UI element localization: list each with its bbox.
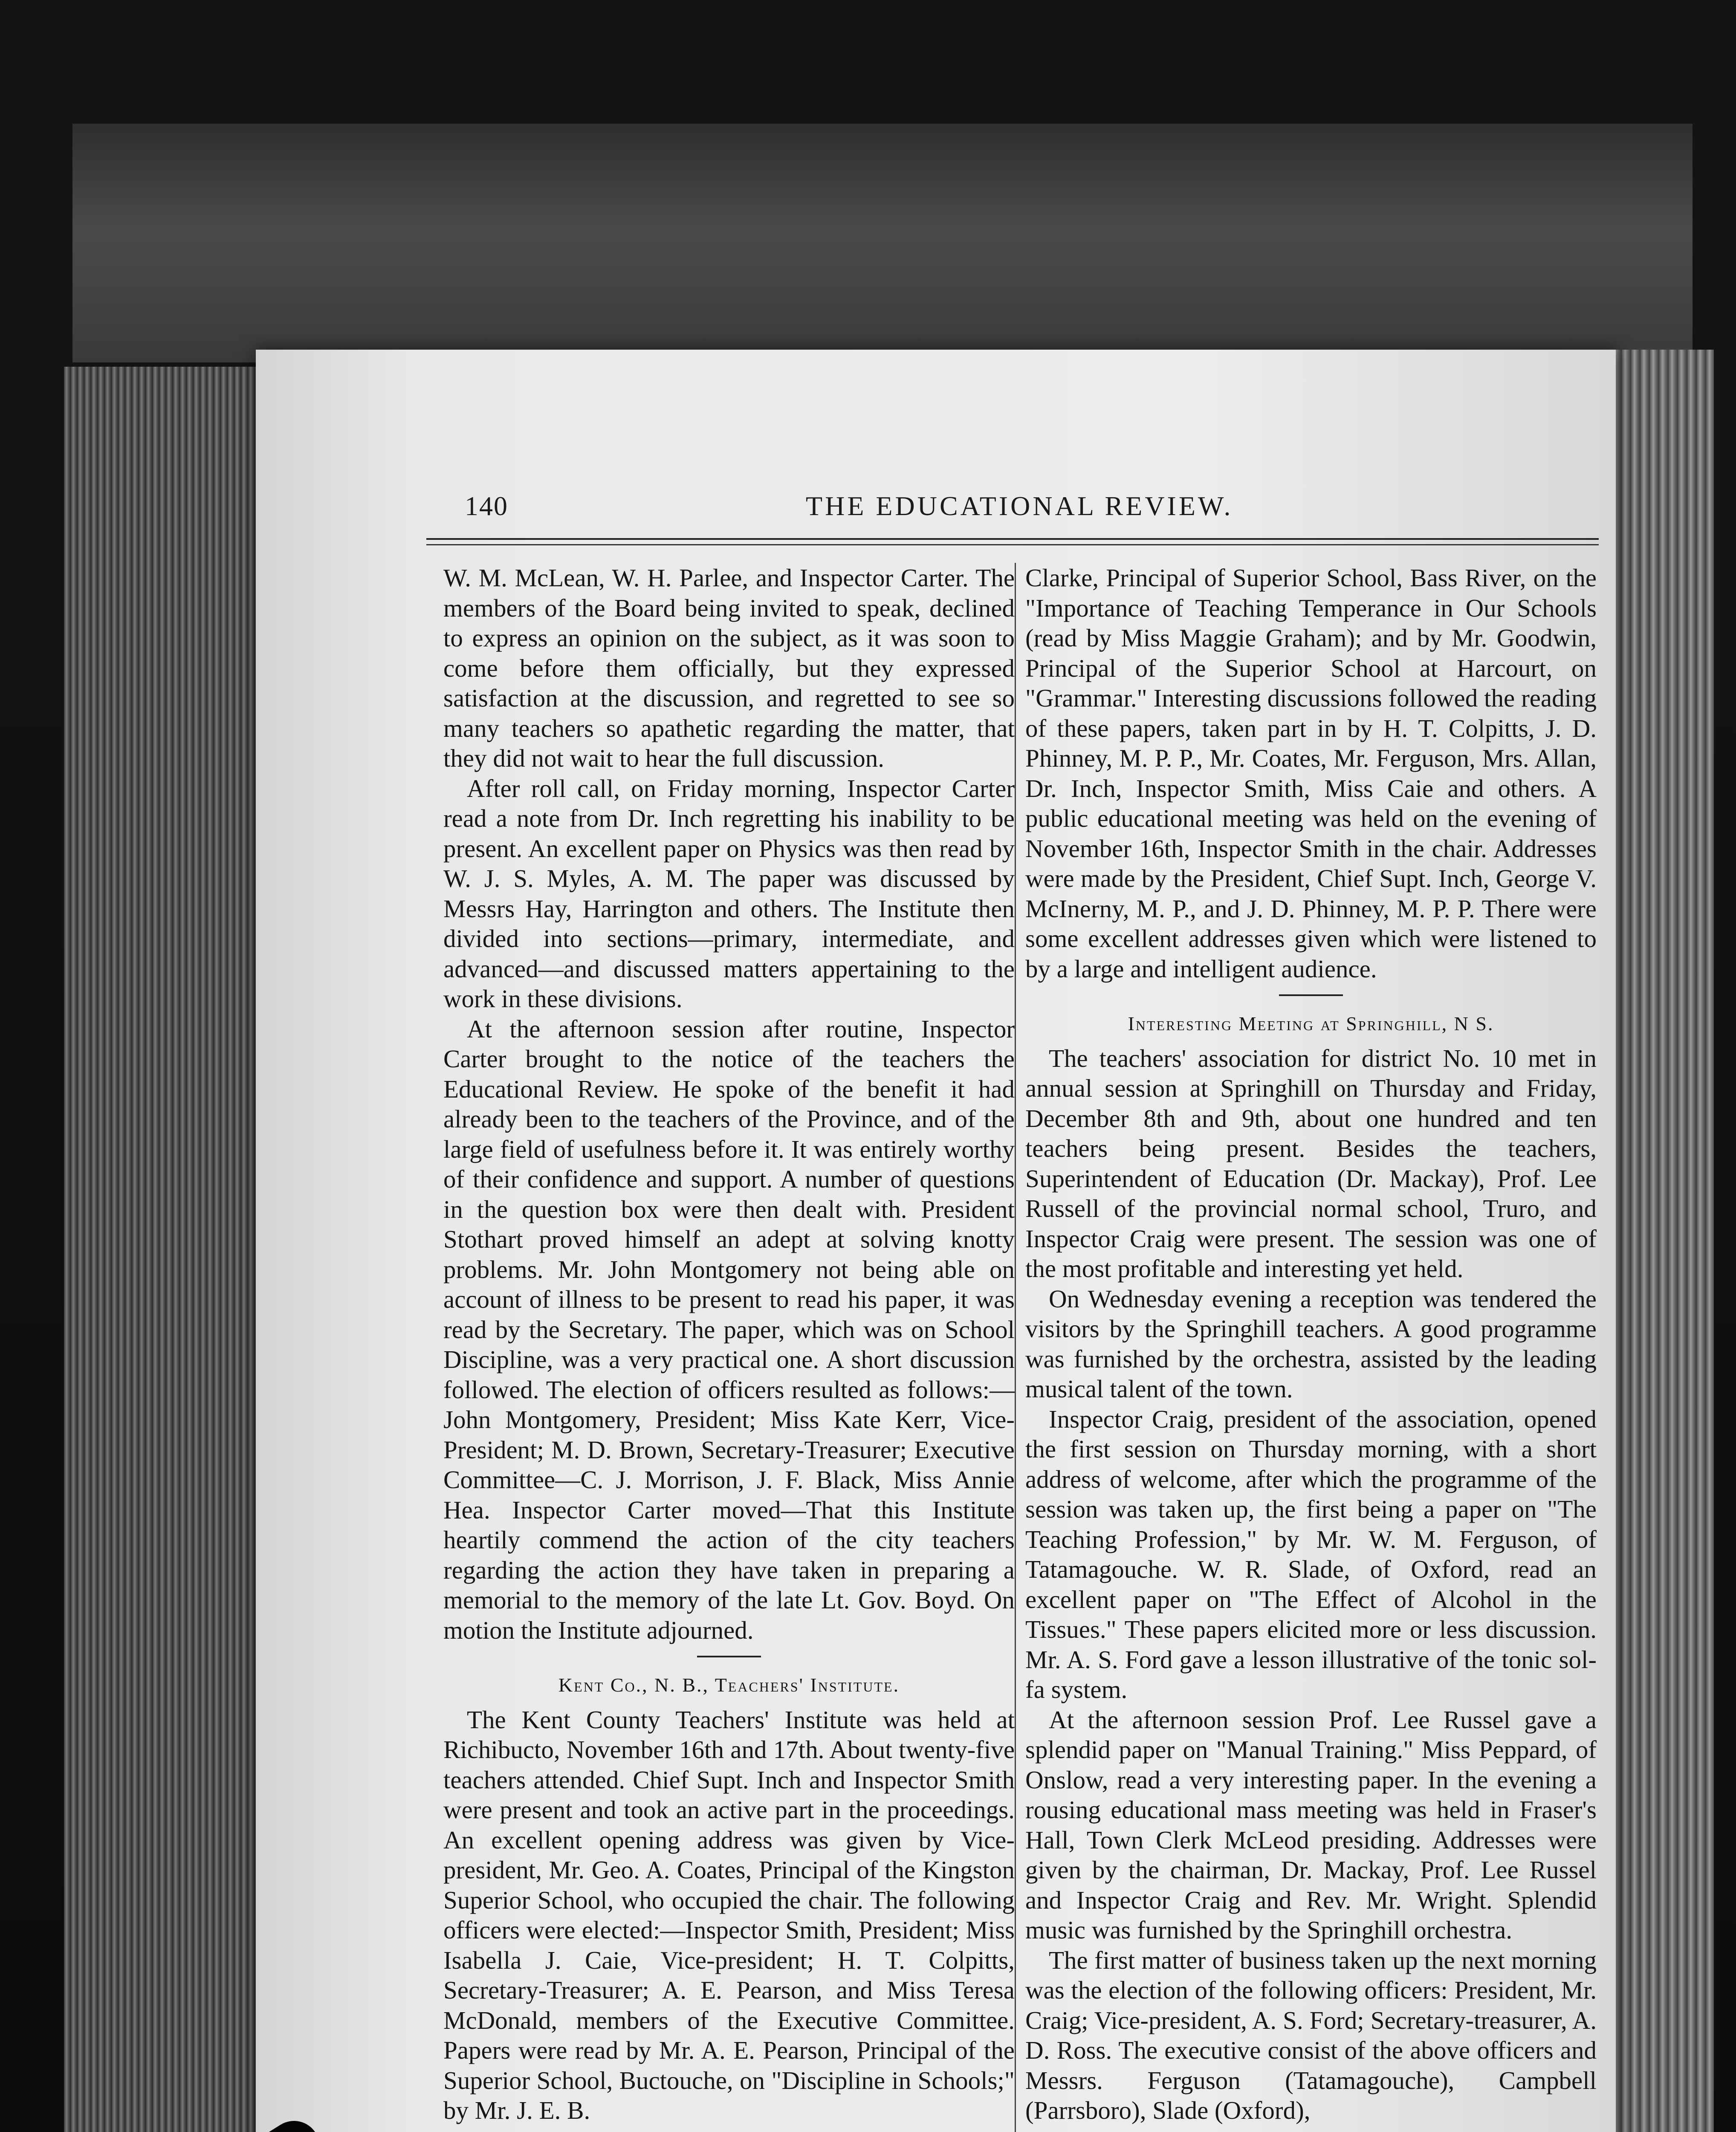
running-header (465, 490, 1300, 537)
paragraph: Clarke, Principal of Superior School, Bass River, on the "Importance of Teaching Temperance in Our Schools (read by Miss Maggie Graham); and by Mr. Goodwin, Principal of the Superior School at Harcourt, on "Grammar." Interesting discussions followed the reading of these papers, taken part in by H. T. Colpitts, J. D. Phinney, M. P. P., Mr. Coates, Mr. Ferguson, Mrs. Allan, Dr. Inch, Inspector Smith, Miss Caie and others. A public educational meeting was held on the evening of November 16th, Inspector Smith in the chair. Addresses were made by the President, Chief Supt. Inch, George V. McInerny, M. P., and J. D. Phinney, M. P. P. There were some excellent addresses given which were listened to by a large and intelligent audience. (1025, 564, 1597, 983)
book-page-edges-left (64, 367, 260, 2132)
left-column (443, 563, 1015, 2132)
paragraph: At the afternoon session Prof. Lee Russel gave a splendid paper on "Manual Training." Miss Peppard, of Onslow, read a very interesting paper. In the evening a rousing educational mass meeting was held in Fraser's Hall, Town Clerk McLeod presiding. Addresses were given by the chairman, Dr. Mackay, Prof. Lee Russel and Inspector Craig and Rev. Mr. Wright. Splendid music was furnished by the Springhill orchestra. (1025, 1705, 1597, 1944)
running-title: THE EDUCATIONAL REVIEW. (806, 491, 1233, 521)
scan-background-top (72, 124, 1693, 362)
book-page-edges-right (1603, 350, 1714, 2132)
paragraph: Inspector Craig, president of the association, opened the first session on Thursday morning, with a short address of welcome, after which the programme of the session was taken up, the first being a paper on "The Teaching Profession," by Mr. W. M. Ferguson, of Tatamagouche. W. R. Slade, of Oxford, read an excellent paper on "The Effect of Alcohol in the Tissues." These papers elicited more or less discussion. Mr. A. S. Ford gave a lesson illustrative of the tonic sol-fa system. (1025, 1405, 1597, 1703)
page-number: 140 (465, 491, 508, 521)
section-heading: Kent Co., N. B., Teachers' Institute. (558, 1674, 900, 1696)
paragraph: After roll call, on Friday morning, Inspector Carter read a note from Dr. Inch regretting his inability to be present. An excellent paper on Physics was then read by W. J. S. Myles, A. M. The paper was discussed by Messrs Hay, Harrington and others. The Institute then divided into sections—primary, intermediate, and advanced—and discussed matters appertaining to the work in these divisions. (443, 774, 1015, 1013)
paragraph: At the afternoon session after routine, Inspector Carter brought to the notice of the teachers the Educational Review. He spoke of the benefit it had already been to the teachers of the Province, and of the large field of usefulness before it. It was entirely worthy of their confidence and support. A number of questions in the question box were then dealt with. President Stothart proved himself an adept at solving knotty problems. Mr. John Montgomery not being able on account of illness to be present to read his paper, it was read by the Secretary. The paper, which was on School Discipline, was a very practical one. A short discussion followed. The election of officers resulted as follows:—John Montgomery, President; Miss Kate Kerr, Vice-President; M. D. Brown, Secretary-Treasurer; Executive Committee—C. J. Morrison, J. F. Black, Miss Annie Hea. Inspector Carter moved—That this Institute heartily commend the action of the city teachers regarding the action they have taken in preparing a memorial to the memory of the late Lt. Gov. Boyd. On motion the Institute adjourned. (443, 1014, 1015, 1644)
section-separator (1279, 994, 1343, 996)
paragraph: W. M. McLean, W. H. Parlee, and Inspector Carter. The members of the Board being invited to speak, declined to express an opinion on the subject, as it was soon to come before them officially, but they expressed satisfaction at the discussion, and regretted to see so many teachers so apathetic regarding the matter, that they did not wait to hear the full discussion. (443, 564, 1015, 772)
section-heading: Interesting Meeting at Springhill, N S. (1128, 1013, 1494, 1034)
section-separator (697, 1656, 761, 1657)
paragraph: The first matter of business taken up the next morning was the election of the following officers: President, Mr. Craig; Vice-president, A. S. Ford; Secretary-treasurer, A. D. Ross. The executive consist of the above officers and Messrs. Ferguson (Tatamagouche), Campbell (Parrsboro), Slade (Oxford), (1025, 1946, 1597, 2124)
right-column (1025, 563, 1597, 2132)
column-divider (1015, 563, 1016, 2132)
header-rule (426, 538, 1599, 545)
paragraph: The teachers' association for district No. 10 met in annual session at Springhill on Thursday and Friday, December 8th and 9th, about one hundred and ten teachers being present. Besides the teachers, Superintendent of Education (Dr. Mackay), Prof. Lee Russell of the provincial normal school, Truro, and Inspector Craig were present. The session was one of the most profitable and interesting yet held. (1025, 1044, 1597, 1283)
paragraph: On Wednesday evening a reception was tendered the visitors by the Springhill teachers. A good programme was furnished by the orchestra, assisted by the leading musical talent of the town. (1025, 1284, 1597, 1403)
paragraph: The Kent County Teachers' Institute was held at Richibucto, November 16th and 17th. About twenty-five teachers attended. Chief Supt. Inch and Inspector Smith were present and took an active part in the proceedings. An excellent opening address was given by Vice-president, Mr. Geo. A. Coates, Principal of the Kingston Superior School, who occupied the chair. The following officers were elected:—Inspector Smith, President; Miss Isabella J. Caie, Vice-president; H. T. Colpitts, Secretary-Treasurer; A. E. Pearson, and Miss Teresa McDonald, members of the Executive Committee. Papers were read by Mr. A. E. Pearson, Principal of the Superior School, Buctouche, on "Discipline in Schools;" by Mr. J. E. B. (443, 1705, 1015, 2124)
